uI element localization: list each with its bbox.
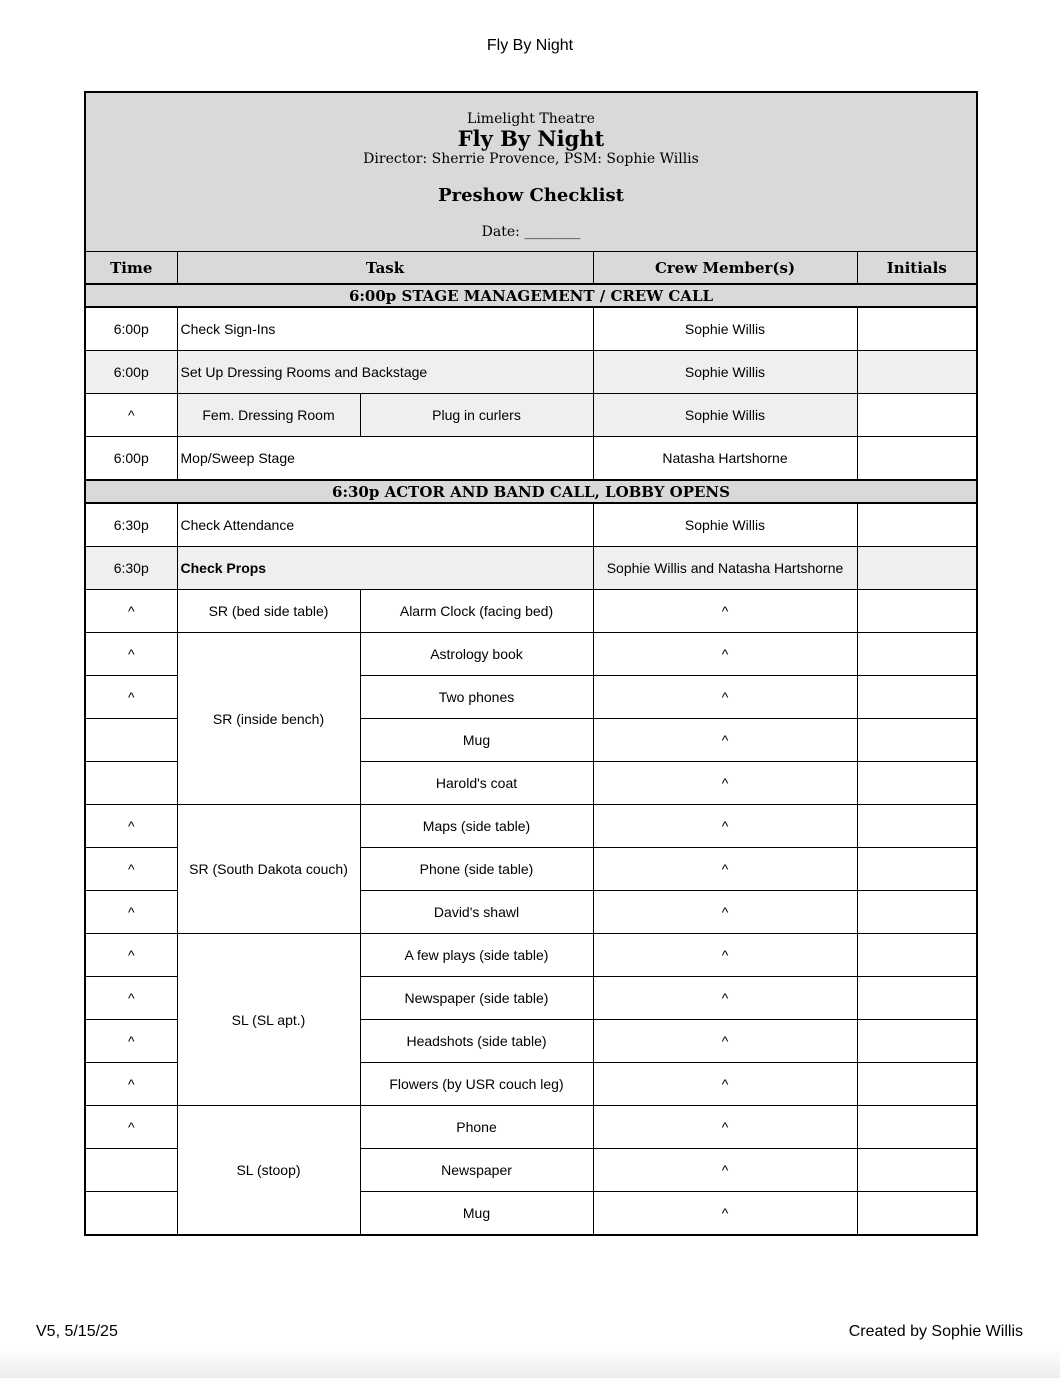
initials-cell[interactable] [857, 977, 977, 1020]
crew-cell: ^ [593, 1020, 857, 1063]
crew-cell: Sophie Willis [593, 503, 857, 547]
column-header-row [85, 252, 977, 285]
task-cell: Check Attendance [177, 503, 593, 547]
table-row [85, 437, 977, 481]
task-cell: Check Sign-Ins [177, 307, 593, 351]
table-row [85, 590, 977, 633]
time-cell: 6:00p [85, 307, 177, 351]
section-row [85, 480, 977, 503]
crew-cell: Sophie Willis [593, 394, 857, 437]
time-cell: 6:30p [85, 503, 177, 547]
crew-cell: Natasha Hartshorne [593, 437, 857, 481]
table-row [85, 394, 977, 437]
initials-cell[interactable] [857, 1192, 977, 1236]
document-header [85, 92, 977, 252]
crew-cell: ^ [593, 676, 857, 719]
version-label: V5, 5/15/25 [36, 1323, 118, 1340]
time-cell: ^ [85, 633, 177, 676]
initials-cell[interactable] [857, 307, 977, 351]
prop-item-cell: Newspaper (side table) [360, 977, 593, 1020]
table-row [85, 1106, 977, 1149]
time-cell [85, 1192, 177, 1236]
prop-location-cell: SR (South Dakota couch) [177, 805, 360, 934]
time-cell: ^ [85, 848, 177, 891]
time-cell: ^ [85, 891, 177, 934]
column-header-initials: Initials [857, 252, 977, 285]
section-crew-call: 6:00p STAGE MANAGEMENT / CREW CALL [85, 284, 977, 307]
prop-item-cell: Maps (side table) [360, 805, 593, 848]
crew-cell: ^ [593, 934, 857, 977]
table-row [85, 633, 977, 676]
initials-cell[interactable] [857, 1149, 977, 1192]
prop-item-cell: David's shawl [360, 891, 593, 934]
prop-item-cell: Phone (side table) [360, 848, 593, 891]
time-cell: ^ [85, 394, 177, 437]
prop-item-cell: Mug [360, 719, 593, 762]
date-field[interactable]: Date: ________ [481, 223, 581, 240]
item-cell: Plug in curlers [360, 394, 593, 437]
initials-cell[interactable] [857, 503, 977, 547]
initials-cell[interactable] [857, 590, 977, 633]
crew-cell: ^ [593, 1063, 857, 1106]
prop-item-cell: A few plays (side table) [360, 934, 593, 977]
crew-cell: ^ [593, 633, 857, 676]
prop-item-cell: Harold's coat [360, 762, 593, 805]
initials-cell[interactable] [857, 934, 977, 977]
time-cell: ^ [85, 590, 177, 633]
table-row [85, 547, 977, 590]
table-row [85, 503, 977, 547]
table-row [85, 307, 977, 351]
task-cell: Mop/Sweep Stage [177, 437, 593, 481]
checklist-title: Preshow Checklist [438, 184, 624, 206]
crew-cell: ^ [593, 1149, 857, 1192]
crew-cell: ^ [593, 977, 857, 1020]
initials-cell[interactable] [857, 719, 977, 762]
crew-cell: ^ [593, 1192, 857, 1236]
initials-cell[interactable] [857, 547, 977, 590]
prop-item-cell: Newspaper [360, 1149, 593, 1192]
initials-cell[interactable] [857, 394, 977, 437]
time-cell: ^ [85, 977, 177, 1020]
crew-cell: ^ [593, 590, 857, 633]
time-cell: ^ [85, 1063, 177, 1106]
prop-location-cell: SR (inside bench) [177, 633, 360, 805]
time-cell: 6:30p [85, 547, 177, 590]
page-title: Fly By Night [486, 37, 574, 54]
time-cell [85, 762, 177, 805]
prop-item-cell: Phone [360, 1106, 593, 1149]
task-cell: Set Up Dressing Rooms and Backstage [177, 351, 593, 394]
initials-cell[interactable] [857, 1020, 977, 1063]
crew-cell: ^ [593, 805, 857, 848]
prop-location-cell: SL (stoop) [177, 1106, 360, 1236]
crew-cell: ^ [593, 848, 857, 891]
time-cell: 6:00p [85, 437, 177, 481]
location-cell: Fem. Dressing Room [177, 394, 360, 437]
time-cell: ^ [85, 1106, 177, 1149]
column-header-task: Task [177, 252, 593, 285]
initials-cell[interactable] [857, 891, 977, 934]
column-header-crew: Crew Member(s) [593, 252, 857, 285]
prop-item-cell: Two phones [360, 676, 593, 719]
initials-cell[interactable] [857, 676, 977, 719]
director-line: Director: Sherrie Provence, PSM: Sophie Willis [363, 150, 699, 167]
author-credit: Created by Sophie Willis [848, 1323, 1023, 1340]
table-row [85, 934, 977, 977]
initials-cell[interactable] [857, 437, 977, 481]
prop-item-cell: Mug [360, 1192, 593, 1236]
prop-location-cell: SR (bed side table) [177, 590, 360, 633]
initials-cell[interactable] [857, 1063, 977, 1106]
time-cell: 6:00p [85, 351, 177, 394]
preshow-checklist-table [84, 91, 978, 1236]
initials-cell[interactable] [857, 805, 977, 848]
prop-location-cell: SL (SL apt.) [177, 934, 360, 1106]
crew-cell: ^ [593, 719, 857, 762]
crew-cell: Sophie Willis [593, 351, 857, 394]
time-cell: ^ [85, 1020, 177, 1063]
time-cell: ^ [85, 676, 177, 719]
crew-cell: Sophie Willis [593, 307, 857, 351]
section-actor-call: 6:30p ACTOR AND BAND CALL, LOBBY OPENS [85, 480, 977, 503]
column-header-time: Time [85, 252, 177, 285]
venue-name: Limelight Theatre [467, 110, 595, 127]
prop-item-cell: Headshots (side table) [360, 1020, 593, 1063]
time-cell: ^ [85, 805, 177, 848]
initials-cell[interactable] [857, 351, 977, 394]
initials-cell[interactable] [857, 762, 977, 805]
section-row [85, 284, 977, 307]
crew-cell: ^ [593, 891, 857, 934]
crew-cell: ^ [593, 1106, 857, 1149]
prop-item-cell: Alarm Clock (facing bed) [360, 590, 593, 633]
crew-cell: Sophie Willis and Natasha Hartshorne [593, 547, 857, 590]
time-cell [85, 719, 177, 762]
task-cell: Check Props [177, 547, 593, 590]
time-cell: ^ [85, 934, 177, 977]
crew-cell: ^ [593, 762, 857, 805]
time-cell [85, 1149, 177, 1192]
initials-cell[interactable] [857, 633, 977, 676]
initials-cell[interactable] [857, 848, 977, 891]
initials-cell[interactable] [857, 1106, 977, 1149]
table-row [85, 351, 977, 394]
prop-item-cell: Astrology book [360, 633, 593, 676]
table-row [85, 805, 977, 848]
page-bottom-edge [0, 1348, 1060, 1378]
show-title: Fly By Night [457, 125, 605, 151]
prop-item-cell: Flowers (by USR couch leg) [360, 1063, 593, 1106]
